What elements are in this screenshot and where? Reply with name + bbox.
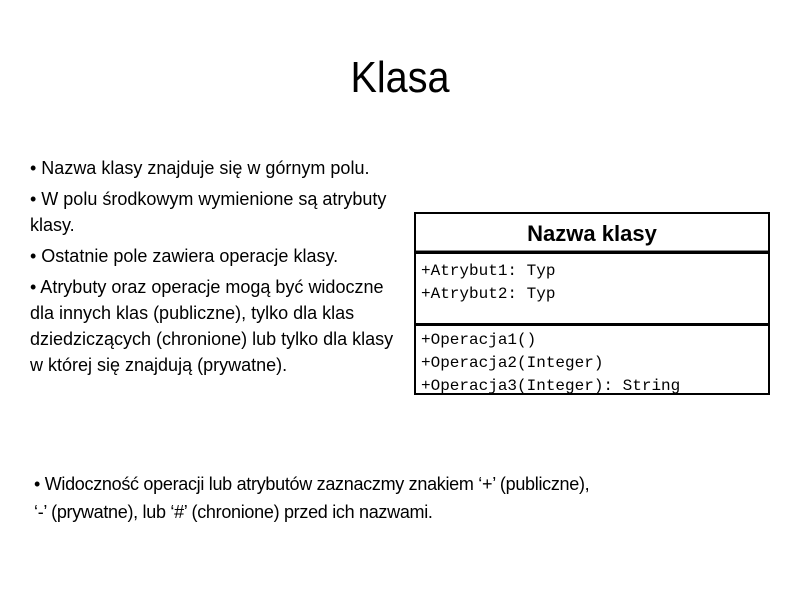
bullet-operations: • Ostatnie pole zawiera operacje klasy.	[30, 246, 339, 266]
bullet-class-name: • Nazwa klasy znajduje się w górnym polu.	[30, 158, 370, 178]
uml-operations-compartment	[416, 326, 768, 398]
uml-class-diagram	[414, 212, 770, 395]
uml-attributes-compartment	[416, 254, 768, 326]
bullet-visibility-symbols	[34, 470, 774, 526]
uml-attribute: +Atrybut2: Typ	[421, 285, 556, 303]
uml-class-name: Nazwa klasy	[416, 214, 768, 254]
slide-title: Klasa	[350, 53, 450, 102]
bullet-visibility: • Atrybuty oraz operacje mogą być widoczne dla innych klas (publiczne), tylko dla klas dziedziczących (chronione) lub tylko dla klasy w której się znajdują (prywatne).	[30, 277, 394, 375]
bullet-visibility-line-2: ‘-’ (prywatne), lub ‘#’ (chronione) przed ich nazwami.	[34, 502, 433, 522]
uml-operation: +Operacja3(Integer): String	[421, 377, 681, 395]
uml-attribute: +Atrybut1: Typ	[421, 262, 556, 280]
uml-operation: +Operacja2(Integer)	[421, 354, 604, 372]
bullet-attributes: • W polu środkowym wymienione są atrybuty klasy.	[30, 189, 387, 235]
bullet-visibility-line-1: • Widoczność operacji lub atrybutów zaznaczmy znakiem ‘+’ (publiczne),	[34, 474, 590, 494]
bullet-list	[30, 155, 410, 383]
uml-operation: +Operacja1()	[421, 331, 537, 349]
